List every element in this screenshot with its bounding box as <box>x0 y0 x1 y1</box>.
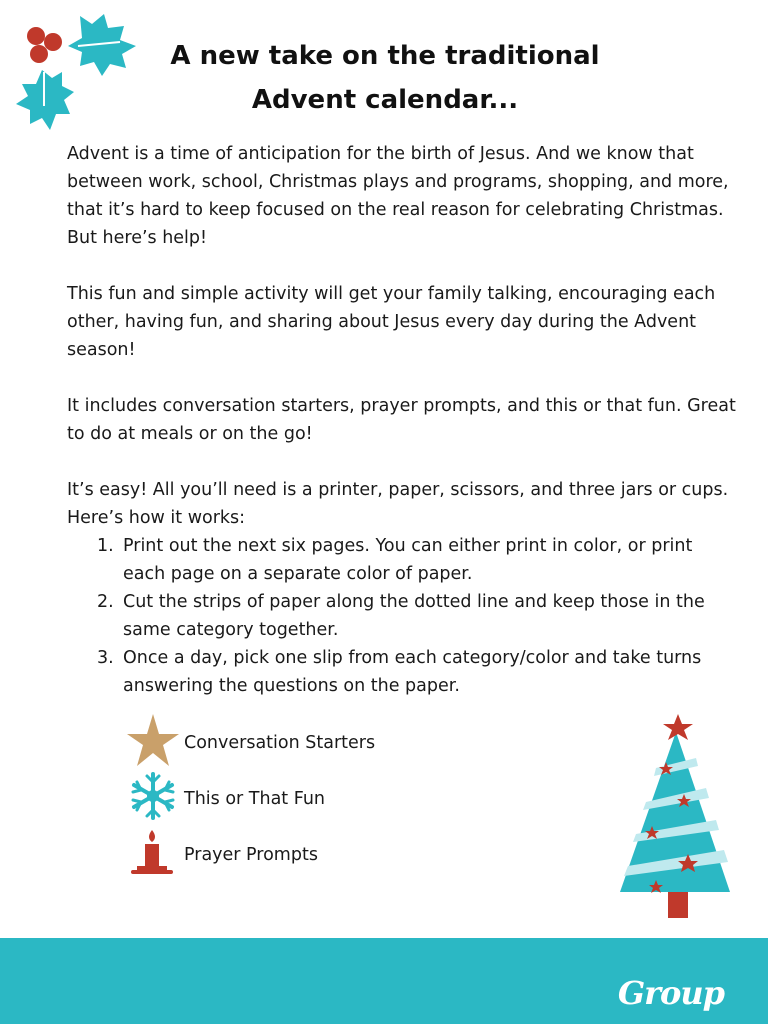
paragraph: It includes conversation starters, prayer prompts, and this or that fun. Great to do at meals or on the go! <box>67 396 736 444</box>
category-legend <box>125 712 425 880</box>
holly-leaf-icon <box>16 70 74 130</box>
step-text: Once a day, pick one slip from each category/color and take turns answering the questions on the paper. <box>123 648 702 696</box>
candle-icon <box>125 824 181 880</box>
legend-label: Conversation Starters <box>184 733 376 753</box>
list-item <box>67 644 737 700</box>
paragraph: Advent is a time of anticipation for the birth of Jesus. And we know that between work, school, Christmas plays and programs, shopping, and more, that it’s hard to keep focused on the real reason for celebrating Christmas. But here’s help! <box>67 144 729 248</box>
legend-label: Prayer Prompts <box>184 845 318 865</box>
brand-logo: Group <box>617 974 724 1012</box>
step-number: 3. <box>97 648 114 668</box>
steps-list <box>67 532 737 700</box>
paragraph: This fun and simple activity will get your family talking, encouraging each other, having fun, and sharing about Jesus every day during the Advent season! <box>67 284 716 360</box>
legend-item-conversation <box>125 712 425 768</box>
holly-decoration <box>8 6 148 146</box>
list-item <box>67 588 737 644</box>
legend-item-this-or-that <box>125 768 425 824</box>
step-text: Cut the strips of paper along the dotted line and keep those in the same category together. <box>123 592 705 640</box>
footer-bar <box>0 938 768 1024</box>
step-text: Print out the next six pages. You can either print in color, or print each page on a separate color of paper. <box>123 536 693 584</box>
christmas-tree-illustration <box>612 710 740 920</box>
holly-leaf-icon <box>68 14 136 76</box>
legend-label: This or That Fun <box>184 789 326 809</box>
star-icon <box>125 712 181 768</box>
berry-icon <box>27 27 45 45</box>
berry-icon <box>44 33 62 51</box>
step-number: 2. <box>97 592 114 612</box>
list-item <box>67 532 737 588</box>
snowflake-icon <box>125 768 181 824</box>
intro-text <box>67 140 737 700</box>
title-line-2: Advent calendar... <box>251 85 519 115</box>
paragraph: It’s easy! All you’ll need is a printer, paper, scissors, and three jars or cups. Here’s how it works: <box>67 480 729 528</box>
page-title <box>150 34 620 122</box>
berry-icon <box>30 45 48 63</box>
star-icon <box>663 714 693 740</box>
title-line-1: A new take on the traditional <box>170 41 600 71</box>
legend-item-prayer <box>125 824 425 880</box>
step-number: 1. <box>97 536 114 556</box>
